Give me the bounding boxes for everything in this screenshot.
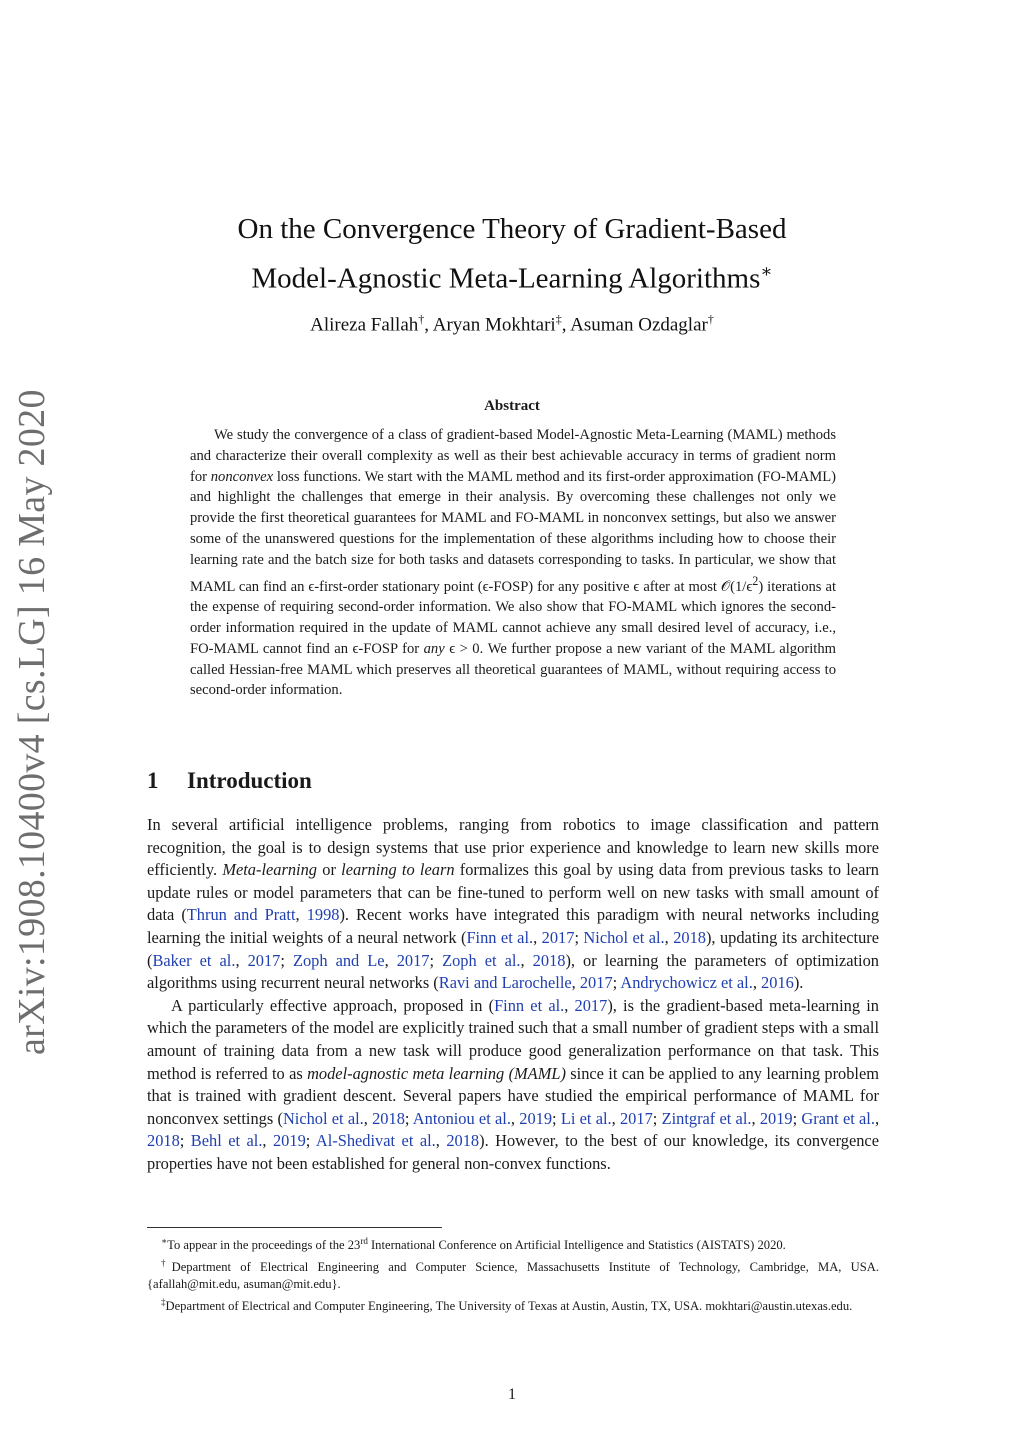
citation-link[interactable]: 2019 [272, 1131, 306, 1151]
citation-link[interactable]: Antoniou et al. [412, 1108, 511, 1128]
footnotes [147, 1233, 879, 1316]
citation-link[interactable]: 2017 [619, 1108, 653, 1128]
citation-link[interactable]: Ravi and Larochelle [438, 973, 572, 993]
citation-link[interactable]: 2017 [541, 927, 575, 947]
citation-link[interactable]: Al-Shedivat et al. [315, 1131, 436, 1151]
footnote: †Department of Electrical Engineering and Computer Science, Massachusetts Institute of Technology, Cambridge, MA, USA. {afallah@mit.edu, asuman@mit.edu}. [147, 1257, 880, 1292]
title-footnote-mark: ∗ [760, 261, 773, 281]
citation-link[interactable]: 1998 [306, 905, 340, 925]
citation-link[interactable]: Zintgraf et al. [661, 1108, 752, 1128]
citation-link[interactable]: Zoph et al. [442, 950, 521, 970]
title-line-1: On the Convergence Theory of Gradient-Based [237, 213, 787, 245]
citation-link[interactable]: Nichol et al. [583, 927, 665, 947]
citation-link[interactable]: 2018 [372, 1108, 405, 1128]
citation-link[interactable]: 2018 [532, 950, 566, 970]
abstract-heading: Abstract [484, 398, 540, 414]
citation-link[interactable]: 2018 [446, 1131, 480, 1151]
citation-link[interactable]: Grant et al. [801, 1108, 875, 1128]
page-number: 1 [508, 1386, 516, 1403]
abstract-text: We study the convergence of a class of gradient-based Model-Agnostic Meta-Learning (MAML) methods and characterize their overall complexity as well as their best achievable accuracy in terms of gradient norm for nonconvex loss functions. We start with the MAML method and its first-order approximation (FO-MAML) and highlight the challenges that emerge in their analysis. By overcoming these challenges not only we provide the first theoretical guarantees for MAML and FO-MAML in nonconvex settings, but also we answer some of the unanswered questions for the implementation of these algorithms including how to choose their learning rate and the batch size for both tasks and datasets corresponding to tasks. In particular, we show that MAML can find an ϵ-first-order stationary point (ϵ-FOSP) for any positive ϵ after at most $𝒪(1/\epsilon^2)$ iterations at the expense of requiring second-order information. We also show that FO-MAML which ignores the second-order information required in the update of MAML cannot achieve any small desired level of accuracy, i.e., FO-MAML cannot find an ϵ-FOSP for any ϵ > 0. We further propose a new variant of the MAML algorithm called Hessian-free MAML which preserves all theoretical guarantees of MAML, without requiring access to second-order information. [190, 427, 837, 699]
author-list: Alireza Fallah†, Aryan Mokhtari‡, Asuman Ozdaglar† [310, 312, 714, 336]
author-affiliation-mark: ‡ [555, 312, 562, 326]
author-affiliation-mark: † [707, 312, 714, 326]
footnote: ‡Department of Electrical and Computer Engineering, The University of Texas at Austin, Austin, TX, USA. mokhtari@austin.utexas.edu. [161, 1296, 853, 1314]
section-number: 1 [147, 768, 159, 793]
section-heading-introduction [147, 768, 312, 794]
author-affiliation-mark: † [418, 312, 425, 326]
citation-link[interactable]: 2017 [247, 950, 281, 970]
citation-link[interactable]: 2019 [519, 1108, 553, 1128]
author-name: Aryan Mokhtari [432, 314, 556, 336]
citation-link[interactable]: Baker et al. [152, 950, 236, 970]
section-title: Introduction [187, 768, 312, 793]
citation-link[interactable]: Andrychowicz et al. [620, 973, 753, 993]
paper-title [0, 208, 1024, 300]
introduction-body [147, 814, 879, 1176]
footnote-divider [147, 1227, 442, 1228]
citation-link[interactable]: 2017 [574, 995, 608, 1015]
citation-link[interactable]: Thrun and Pratt [186, 905, 296, 925]
citation-link[interactable]: Finn et al. [466, 927, 534, 947]
citation-link[interactable]: Finn et al. [494, 995, 565, 1015]
footnote: ∗To appear in the proceedings of the 23rd International Conference on Artificial Intelligence and Statistics (AISTATS) 2020. [161, 1236, 786, 1253]
citation-link[interactable]: Nichol et al. [282, 1108, 364, 1128]
arxiv-identifier-stamp: arXiv:1908.10400v4 [cs.LG] 16 May 2020 [11, 389, 53, 1055]
citation-link[interactable]: Behl et al. [190, 1131, 263, 1151]
citation-link[interactable]: Li et al. [560, 1108, 612, 1128]
title-line-2: Model-Agnostic Meta-Learning Algorithms∗ [251, 261, 773, 295]
citation-link[interactable]: 2018 [673, 927, 706, 947]
citation-link[interactable]: 2019 [759, 1108, 793, 1128]
citation-link[interactable]: Zoph and Le [292, 950, 385, 970]
citation-link[interactable]: 2017 [396, 950, 430, 970]
author-name: Asuman Ozdaglar [570, 314, 708, 336]
paragraph: In several artificial intelligence problems, ranging from robotics to image classification and pattern recognition, the goal is to design systems that use prior experience and knowledge to learn new skills more efficiently. Meta-learning or learning to learn formalizes this goal by using data from previous tasks to learn update rules or model parameters that can be fine-tuned to perform well on new tasks with small amount of data (Thrun and Pratt, 1998). Recent works have integrated this paradigm with neural networks including learning the initial weights of a neural network (Finn et al., 2017; Nichol et al., 2018), updating its architecture (Baker et al., 2017; Zoph and Le, 2017; Zoph et al., 2018), or learning the parameters of optimization algorithms using recurrent neural networks (Ravi and Larochelle, 2017; Andrychowicz et al., 2016). [147, 815, 880, 993]
paragraph: A particularly effective approach, proposed in (Finn et al., 2017), is the gradient-based meta-learning in which the parameters of the model are explicitly trained such that a small number of gradient steps with a small amount of training data from a new task will produce good generalization performance on that task. This method is referred to as model-agnostic meta learning (MAML) since it can be applied to any learning problem that is trained with gradient descent. Several papers have studied the empirical performance of MAML for nonconvex settings (Nichol et al., 2018; Antoniou et al., 2019; Li et al., 2017; Zintgraf et al., 2019; Grant et al., 2018; Behl et al., 2019; Al-Shedivat et al., 2018). However, to the best of our knowledge, its convergence properties have not been established for general non-convex functions. [147, 995, 880, 1173]
citation-link[interactable]: 2017 [579, 973, 613, 993]
author-name: Alireza Fallah [310, 314, 419, 336]
citation-link[interactable]: 2016 [761, 973, 794, 993]
citation-link[interactable]: 2018 [147, 1131, 180, 1151]
